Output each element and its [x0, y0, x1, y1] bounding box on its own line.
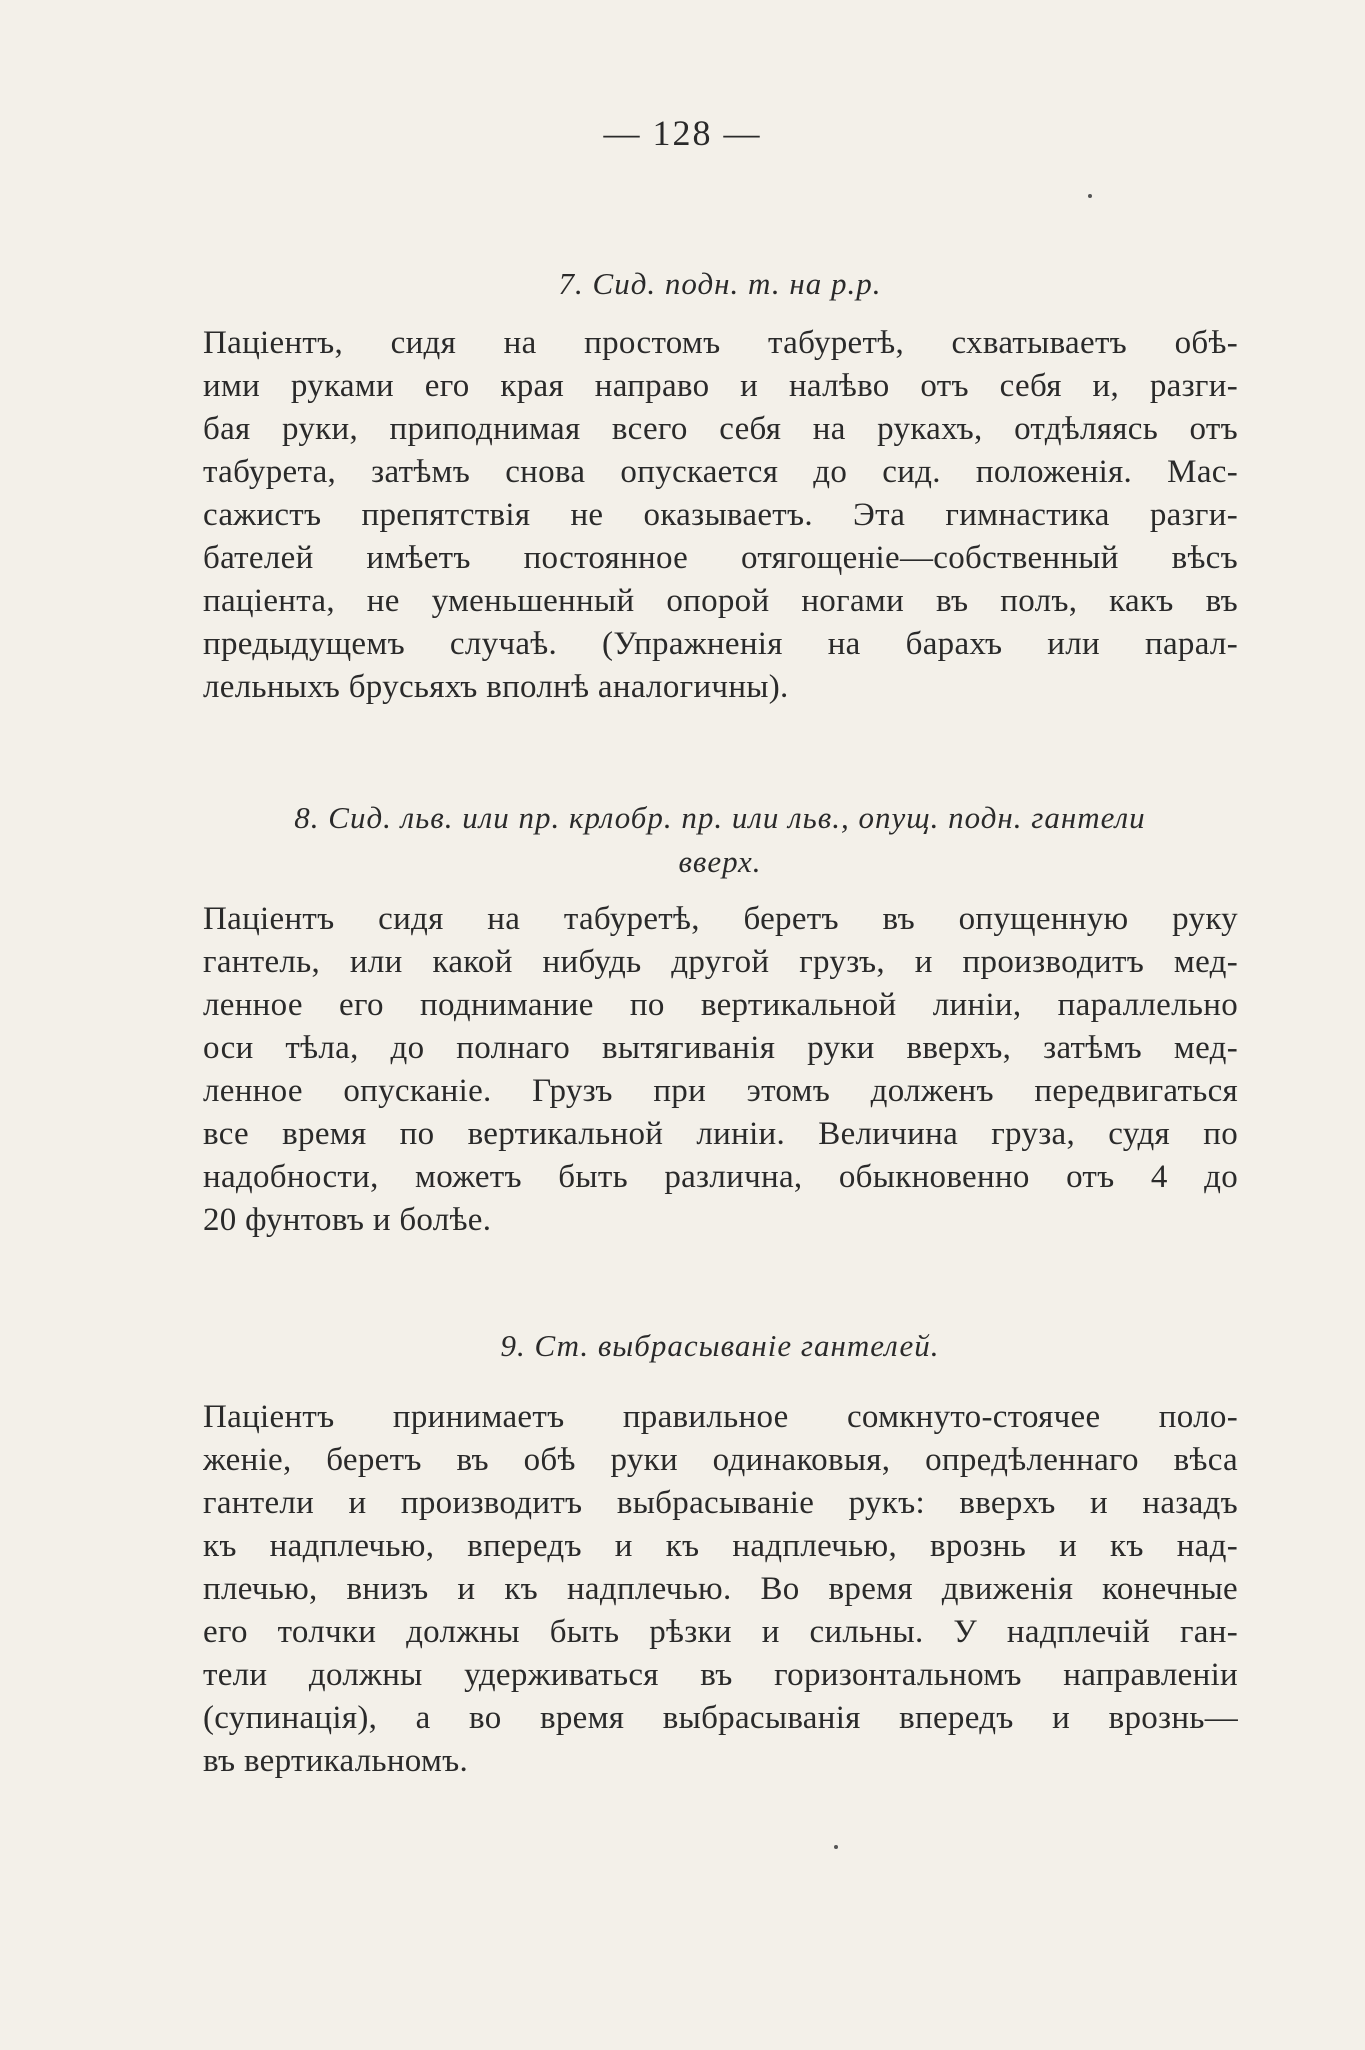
- text-line: ими руками его края направо и налѣво отъ себя и, разги-: [203, 368, 1238, 404]
- section-paragraph-8: [203, 898, 1238, 1242]
- text-line: оси тѣла, до полнаго вытягиванiя руки вверхъ, затѣмъ мед-: [203, 1030, 1238, 1066]
- text-line: лельныхъ брусьяхъ вполнѣ аналогичны).: [203, 669, 789, 705]
- section-heading-9: 9. Ст. выбрасыванiе гантелей.: [500, 1328, 940, 1363]
- text-line: ленное его поднимание по вертикальной линiи, параллельно: [203, 987, 1238, 1023]
- section-paragraph-7: [203, 322, 1238, 709]
- page-number: — 128 —: [603, 113, 762, 153]
- text-line: Пацiентъ принимаетъ правильное сомкнуто-стоячее поло-: [203, 1399, 1238, 1435]
- text-line: тели должны удерживаться въ горизонтальномъ направленiи: [203, 1657, 1238, 1693]
- section-heading-8-line-2: вверх.: [678, 844, 762, 879]
- section-paragraph-9: [203, 1396, 1238, 1783]
- text-line: женiе, беретъ въ обѣ руки одинаковыя, опредѣленнаго вѣса: [203, 1442, 1238, 1478]
- text-line: къ надплечью, впередъ и къ надплечью, врознь и къ над-: [203, 1528, 1238, 1564]
- text-line: 20 фунтовъ и болѣе.: [203, 1202, 492, 1238]
- text-line: табурета, затѣмъ снова опускается до сид. положенiя. Мас-: [203, 454, 1238, 490]
- text-line: (супинацiя), а во время выбрасыванiя впередъ и врознь—: [203, 1700, 1238, 1736]
- text-line: сажистъ препятствiя не оказываетъ. Эта гимнастика разги-: [203, 497, 1238, 533]
- text-line: гантель, или какой нибудь другой грузъ, и производитъ мед-: [203, 944, 1238, 980]
- text-line: плечью, внизъ и къ надплечью. Во время движенiя конечные: [203, 1571, 1238, 1607]
- print-speck: [1088, 194, 1092, 198]
- text-line: въ вертикальномъ.: [203, 1743, 469, 1779]
- text-line: бателей имѣетъ постоянное отягощенiе—собственный вѣсъ: [203, 540, 1238, 576]
- text-line: гантели и производитъ выбрасыванiе рукъ: вверхъ и назадъ: [203, 1485, 1238, 1521]
- section-heading-8: [200, 796, 1240, 884]
- print-speck: [834, 1845, 838, 1849]
- text-line: пацiента, не уменьшенный опорой ногами въ полъ, какъ въ: [203, 583, 1238, 619]
- text-line: бая руки, приподнимая всего себя на рукахъ, отдѣляясь отъ: [203, 411, 1238, 447]
- text-line: Пацiентъ, сидя на простомъ табуретѣ, схватываетъ обѣ-: [203, 325, 1238, 361]
- text-line: Пацiентъ сидя на табуретѣ, беретъ въ опущенную руку: [203, 901, 1238, 937]
- text-line: его толчки должны быть рѣзки и сильны. У надплечiй ган-: [203, 1614, 1238, 1650]
- text-line: предыдущемъ случаѣ. (Упражненiя на барахъ или парал-: [203, 626, 1238, 662]
- text-line: все время по вертикальной линiи. Величина груза, судя по: [203, 1116, 1238, 1152]
- section-heading-7: 7. Сид. подн. т. на р.р.: [558, 266, 882, 301]
- section-heading-8-line-1: 8. Сид. льв. или пр. крлобр. пр. или льв., опущ. подн. гантели: [294, 800, 1146, 835]
- text-line: ленное опусканiе. Грузъ при этомъ долженъ передвигаться: [203, 1073, 1238, 1109]
- text-line: надобности, можетъ быть различна, обыкновенно отъ 4 до: [203, 1159, 1238, 1195]
